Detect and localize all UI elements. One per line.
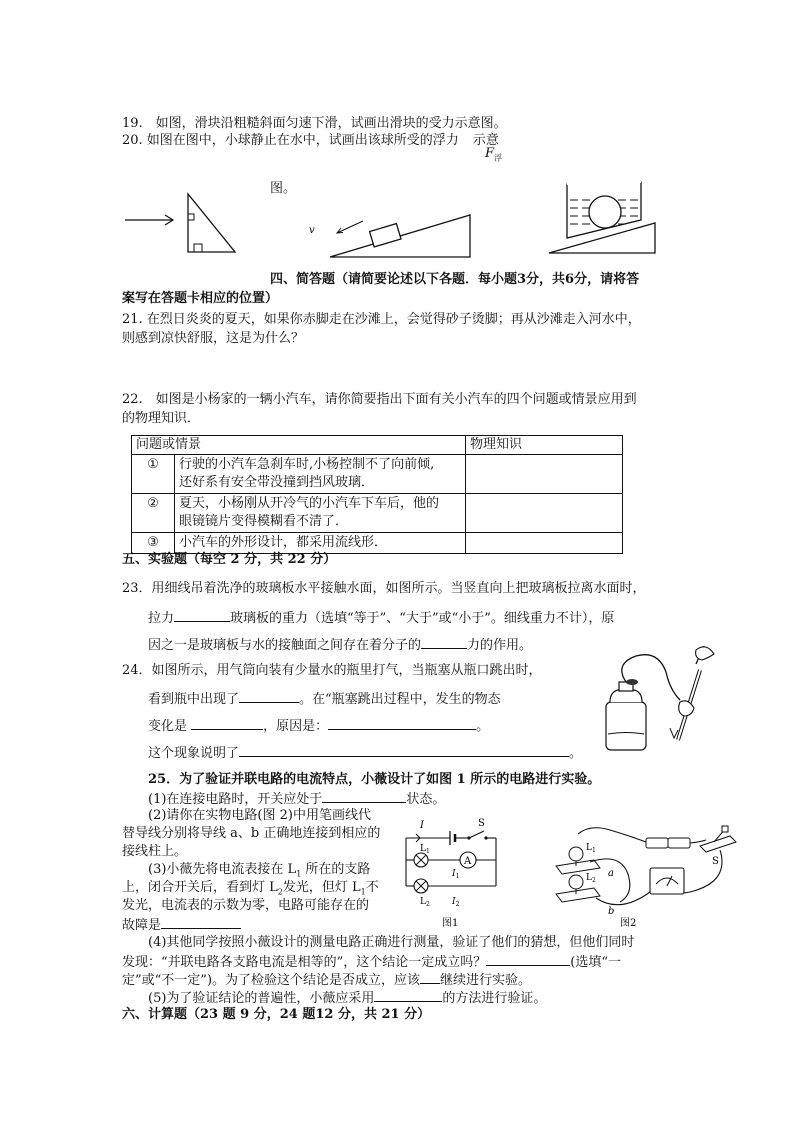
q25-part2a: (2)请你在实物电路(图 2)中用笔画线代	[148, 808, 371, 823]
fig1-L2-sub: 2	[425, 901, 430, 908]
q25-5a: (5)为了验证结论的普遍性，小薇应采用	[148, 991, 375, 1006]
bottle-pump-figure	[596, 642, 721, 754]
q25-blank-3[interactable]	[486, 951, 570, 966]
q24-c2: ，原因是：	[263, 719, 329, 734]
fig2-wire-b-label: b	[608, 906, 615, 917]
q19-text: 19. 如图，滑块沿粗糙斜面匀速下滑，试画出滑块的受力示意图。	[122, 116, 507, 131]
q25-3a2: 所在的支路	[301, 862, 371, 877]
table-row	[132, 494, 623, 533]
row-answer-cell[interactable]	[466, 455, 623, 494]
fig2-L1-label: L	[586, 843, 592, 853]
fig2-caption: 图2	[620, 918, 637, 929]
section4-heading-b: 案写在答题卡相应的位置）	[122, 291, 279, 306]
fig2-L1-sub: 1	[591, 847, 596, 854]
q20-text	[122, 131, 499, 151]
q25-4b2: (选填“一	[570, 955, 622, 970]
q25-4b1: 发现：“并联电路各支路电流是相等的”，这个结论一定成立吗？	[122, 955, 487, 970]
svg-text:L2	[586, 873, 596, 884]
q24-d2: 。	[569, 746, 583, 761]
section6-heading: 六、计算题（23 题 9 分，24 题12 分，共 21 分）	[122, 1007, 431, 1022]
wedge-figure	[125, 190, 240, 255]
velocity-label: v	[309, 225, 315, 236]
fig1-I-label: I	[420, 820, 424, 831]
q23-b1: 拉力	[148, 611, 175, 626]
q24-d1: 这个现象说明了	[148, 746, 240, 761]
row-number: ②	[132, 494, 175, 533]
float-force-sub: 浮	[494, 153, 503, 163]
row-answer-cell[interactable]	[466, 494, 623, 533]
q21-text-b: 则感到凉快舒服，这是为什么？	[122, 331, 305, 346]
incline-slider-figure	[305, 205, 475, 265]
svg-text:L1	[586, 843, 596, 854]
q25-part3c: 发光，电流表的示数为零，电路可能存在的	[122, 898, 370, 913]
q24-c3: 。	[476, 719, 490, 734]
q23-c1: 因之一是玻璃板与水的接触面之间存在着分子的	[148, 638, 422, 653]
q23-text-b	[148, 607, 614, 629]
fig1-I1-label: I	[452, 869, 456, 879]
q24-text-b	[148, 688, 501, 710]
q25-3b: 上，闭合开关后，看到灯 L	[122, 880, 278, 895]
q25-3b3: 不	[365, 880, 379, 895]
q25-3b-sub: 2	[277, 887, 283, 897]
row-scenario	[175, 494, 466, 533]
svg-text:I1	[451, 869, 459, 880]
row-scenario-line: 行驶的小汽车急刹车时,小杨控制不了向前倾,	[179, 457, 435, 472]
q24-text-c	[148, 715, 489, 737]
float-force-label	[485, 146, 502, 164]
q24-text-a: 24．如图所示，用气筒向装有少量水的瓶里打气，当瓶塞从瓶口跳出时，	[122, 663, 542, 678]
q25-3d: 故障是	[122, 918, 162, 933]
fig2-S-label: S	[712, 856, 719, 867]
svg-text:I2	[451, 897, 460, 908]
q23-text-a: 23．用细线吊着洗净的玻璃板水平接触水面，如图所示。当竖直向上把玻璃板拉离水面时，	[122, 581, 646, 596]
row-answer-cell[interactable]	[466, 533, 623, 554]
q24-c1: 变化是	[148, 719, 188, 734]
ball-in-water-figure	[545, 178, 660, 258]
row-scenario-line: 眼镜镜片变得模糊看不清了．	[179, 514, 349, 529]
fig2-L2-label: L	[586, 873, 592, 883]
q24-blank-2[interactable]	[191, 715, 263, 730]
q23-blank-2[interactable]	[421, 634, 467, 649]
q25-heading: 25．为了验证并联电路的电流特点，小薇设计了如图 1 所示的电路进行实验。	[148, 772, 601, 787]
row-scenario-line: 夏天，小杨刚从开冷气的小汽车下车后，他的	[179, 496, 440, 511]
fig1-I1-sub: 1	[455, 873, 460, 880]
q24-b1: 看到瓶中出现了	[148, 692, 240, 707]
float-force-F: F	[485, 146, 495, 161]
row-scenario-line: 小汽车的外形设计，都采用流线形．	[179, 535, 388, 550]
q20-text-c: 图。	[270, 181, 297, 196]
row-number: ①	[132, 455, 175, 494]
q25-blank-5[interactable]	[374, 987, 442, 1002]
fig1-L1-sub: 1	[425, 848, 430, 855]
fig1-caption: 图1	[442, 918, 459, 929]
table-row	[132, 455, 623, 494]
section5-heading: 五、实验题（每空 2 分，共 22 分）	[122, 552, 337, 567]
table-header-row	[132, 436, 623, 455]
row-number: ③	[132, 533, 175, 554]
physical-circuit-fig2	[550, 822, 736, 932]
q23-text-c	[148, 634, 532, 656]
q25-3a: (3)小薇先将电流表接在 L	[148, 862, 297, 877]
ammeter-label: A	[464, 856, 472, 867]
q24-blank-3[interactable]	[328, 715, 476, 730]
q25-1b: 状态。	[406, 792, 446, 807]
fig1-S-label: S	[478, 818, 485, 829]
q25-part2c: 接线柱上。	[122, 844, 188, 859]
q23-c2: 力的作用。	[467, 638, 533, 653]
table-header-question: 问题或情景	[132, 436, 466, 455]
fig1-L1-label: L	[420, 844, 426, 854]
q24-blank-4[interactable]	[239, 742, 569, 757]
section4-heading-a: 四、简答题（请简要论述以下各题．每小题3分，共6分，请将答	[270, 272, 640, 287]
q22-text-a: 22. 如图是小杨家的一辆小汽车，请你简要指出下面有关小汽车的四个问题或情景应用到	[122, 392, 637, 407]
q25-3a-sub: 1	[296, 869, 302, 879]
q25-part4a: (4)其他同学按照小薇设计的测量电路正确进行测量，验证了他们的猜想，但他们同时	[148, 935, 635, 950]
fig1-I2-label: I	[452, 897, 456, 907]
q24-blank-1[interactable]	[239, 688, 299, 703]
q24-b2: 。在“瓶塞跳出过程中，发生的物态	[299, 692, 501, 707]
q24-text-d	[148, 742, 582, 764]
fig1-I2-sub: 2	[455, 901, 460, 908]
fig2-L2-sub: 2	[591, 877, 596, 884]
q22-text-b: 的物理知识．	[122, 411, 201, 426]
q25-4c2: 继续进行实验。	[440, 973, 532, 988]
q21-text-a: 21. 在烈日炎炎的夏天，如果你赤脚走在沙滩上，会觉得砂子烫脚；再从沙滩走入河水中，	[122, 312, 641, 327]
q25-blank-1[interactable]	[322, 788, 406, 803]
q25-3b-sub2: 1	[360, 887, 366, 897]
q25-blank-2[interactable]	[161, 914, 241, 929]
q25-part2b: 替导线分别将导线 a、b 正确地连接到相应的	[122, 826, 381, 841]
knowledge-table	[131, 435, 623, 554]
q25-1a: (1)在连接电路时，开关应处于	[148, 792, 323, 807]
fig2-wire-a-label: a	[608, 868, 614, 879]
q20-text-b: 示意	[472, 133, 499, 148]
table-header-knowledge: 物理知识	[466, 436, 623, 455]
fig1-L2-label: L	[420, 897, 426, 907]
q20-text-a: 20. 如图在图中，小球静止在水中，试画出该球所受的浮力	[122, 133, 459, 148]
q25-blank-4[interactable]	[420, 969, 440, 984]
circuit-diagram-fig1	[398, 818, 508, 930]
q25-5b: 的方法进行验证。	[442, 991, 547, 1006]
row-scenario-line: 还好系有安全带没撞到挡风玻璃．	[179, 475, 375, 490]
svg-text:L2	[420, 897, 430, 908]
q25-3b2: 发光，但灯 L	[282, 880, 361, 895]
svg-text:L1	[420, 844, 430, 855]
q23-blank-1[interactable]	[174, 607, 230, 622]
row-scenario	[175, 455, 466, 494]
q23-b2: 玻璃板的重力（选填“等于”、“大于”或“小于”。细线重力不计），原	[230, 611, 615, 626]
q25-4c1: 定”或“不一定”)。为了检验这个结论是否成立，应该	[122, 973, 421, 988]
